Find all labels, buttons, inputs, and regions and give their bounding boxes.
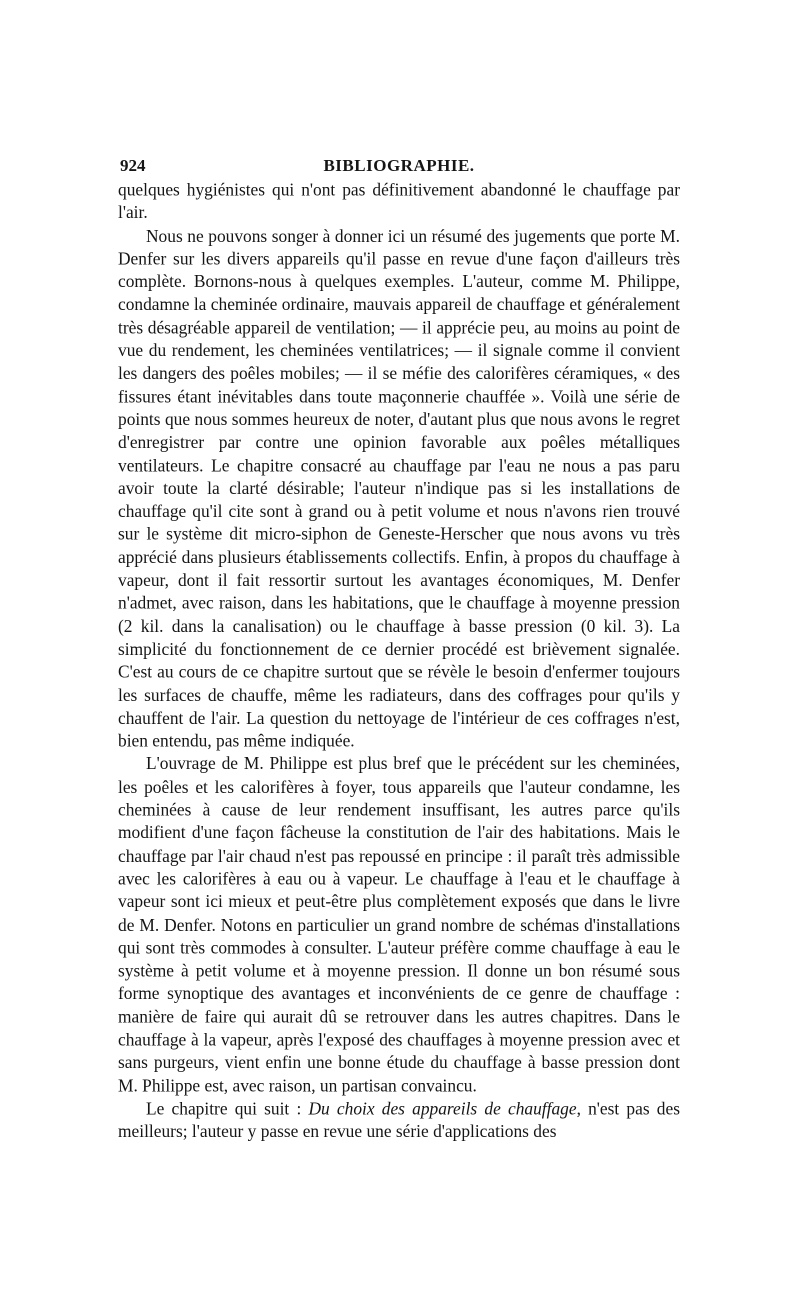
paragraph-4-text-before: Le chapitre qui suit : bbox=[146, 1097, 309, 1119]
page-number: 924 bbox=[120, 156, 146, 175]
running-title: BIBLIOGRAPHIE. bbox=[323, 156, 475, 175]
document-page bbox=[118, 150, 680, 1142]
paragraph-4 bbox=[118, 1097, 680, 1143]
chapter-title-italic: Du choix des appareils de chauffage bbox=[308, 1097, 577, 1119]
body-text bbox=[118, 178, 680, 1143]
page-header bbox=[118, 150, 680, 178]
paragraph-1: quelques hygiénistes qui n'ont pas définitivement abandonné le chauffage par l'air. bbox=[118, 179, 680, 223]
paragraph-4-text-after: , n'est pas des meilleurs; l'auteur y passe en revue une série d'applications des bbox=[118, 1097, 680, 1142]
paragraph-2: Nous ne pouvons songer à donner ici un résumé des jugements que porte M. Denfer sur les divers appareils qu'il passe en revue d'une façon d'ailleurs très complète. Bornons-nous à quelques exemples. L'auteur, comme M. Philippe, condamne la cheminée ordinaire, mauvais appareil de chauffage et généralement très désagréable appareil de ventilation; — il apprécie peu, au moins au point de vue du rendement, les cheminées ventilatrices; — il signale comme il convient les dangers des poêles mobiles; — il se méfie des calorifères céramiques, « des fissures étant inévitables dans toute maçonnerie chauffée ». Voilà une série de points que nous sommes heureux de noter, d'autant plus que nous avons le regret d'enregistrer par contre une opinion favorable aux poêles métalliques ventilateurs. Le chapitre consacré au chauffage par l'eau ne nous a pas paru avoir toute la clarté désirable; l'auteur n'indique pas si les installations de chauffage qu'il cite sont à grand ou à petit volume et nous n'avons rien trouvé sur le système dit micro-siphon de Geneste-Herscher que nous avons vu très apprécié dans plusieurs établissements collectifs. Enfin, à propos du chauffage à vapeur, dont il fait ressortir surtout les avantages économiques, M. Denfer n'admet, avec raison, dans les habitations, que le chauffage à moyenne pression (2 kil. dans la canalisation) ou le chauffage à basse pression (0 kil. 3). La simplicité du fonctionnement de ce dernier procédé est brièvement signalée. C'est au cours de ce chapitre surtout que se révèle le besoin d'enfermer toujours les surfaces de chauffe, même les radiateurs, dans des coffrages pour qu'ils y chauffent de l'air. La question du nettoyage de l'intérieur de ces coffrages n'est, bien entendu, pas même indiquée. bbox=[118, 224, 680, 751]
paragraph-3: L'ouvrage de M. Philippe est plus bref que le précédent sur les cheminées, les poêles et les calorifères à foyer, tous appareils que l'auteur condamne, les cheminées à cause de leur rendement insuffisant, les autres parce qu'ils modifient d'une façon fâcheuse la constitution de l'air des habitations. Mais le chauffage par l'air chaud n'est pas repoussé en principe : il paraît très admissible avec les calorifères à eau ou à vapeur. Le chauffage à l'eau et le chauffage à vapeur sont ici mieux et peut-être plus complètement exposés que dans le livre de M. Denfer. Notons en particulier un grand nombre de schémas d'installations qui sont très commodes à consulter. L'auteur préfère comme chauffage à eau le système à petit volume et à moyenne pression. Il donne un bon résumé sous forme synoptique des avantages et inconvénients de ce genre de chauffage : manière de faire qui aurait dû se retrouver dans les autres chapitres. Dans le chauffage à la vapeur, après l'exposé des chauffages à moyenne pression avec et sans purgeurs, vient enfin une bonne étude du chauffage à basse pression dont M. Philippe est, avec raison, un partisan convaincu. bbox=[118, 753, 680, 1096]
